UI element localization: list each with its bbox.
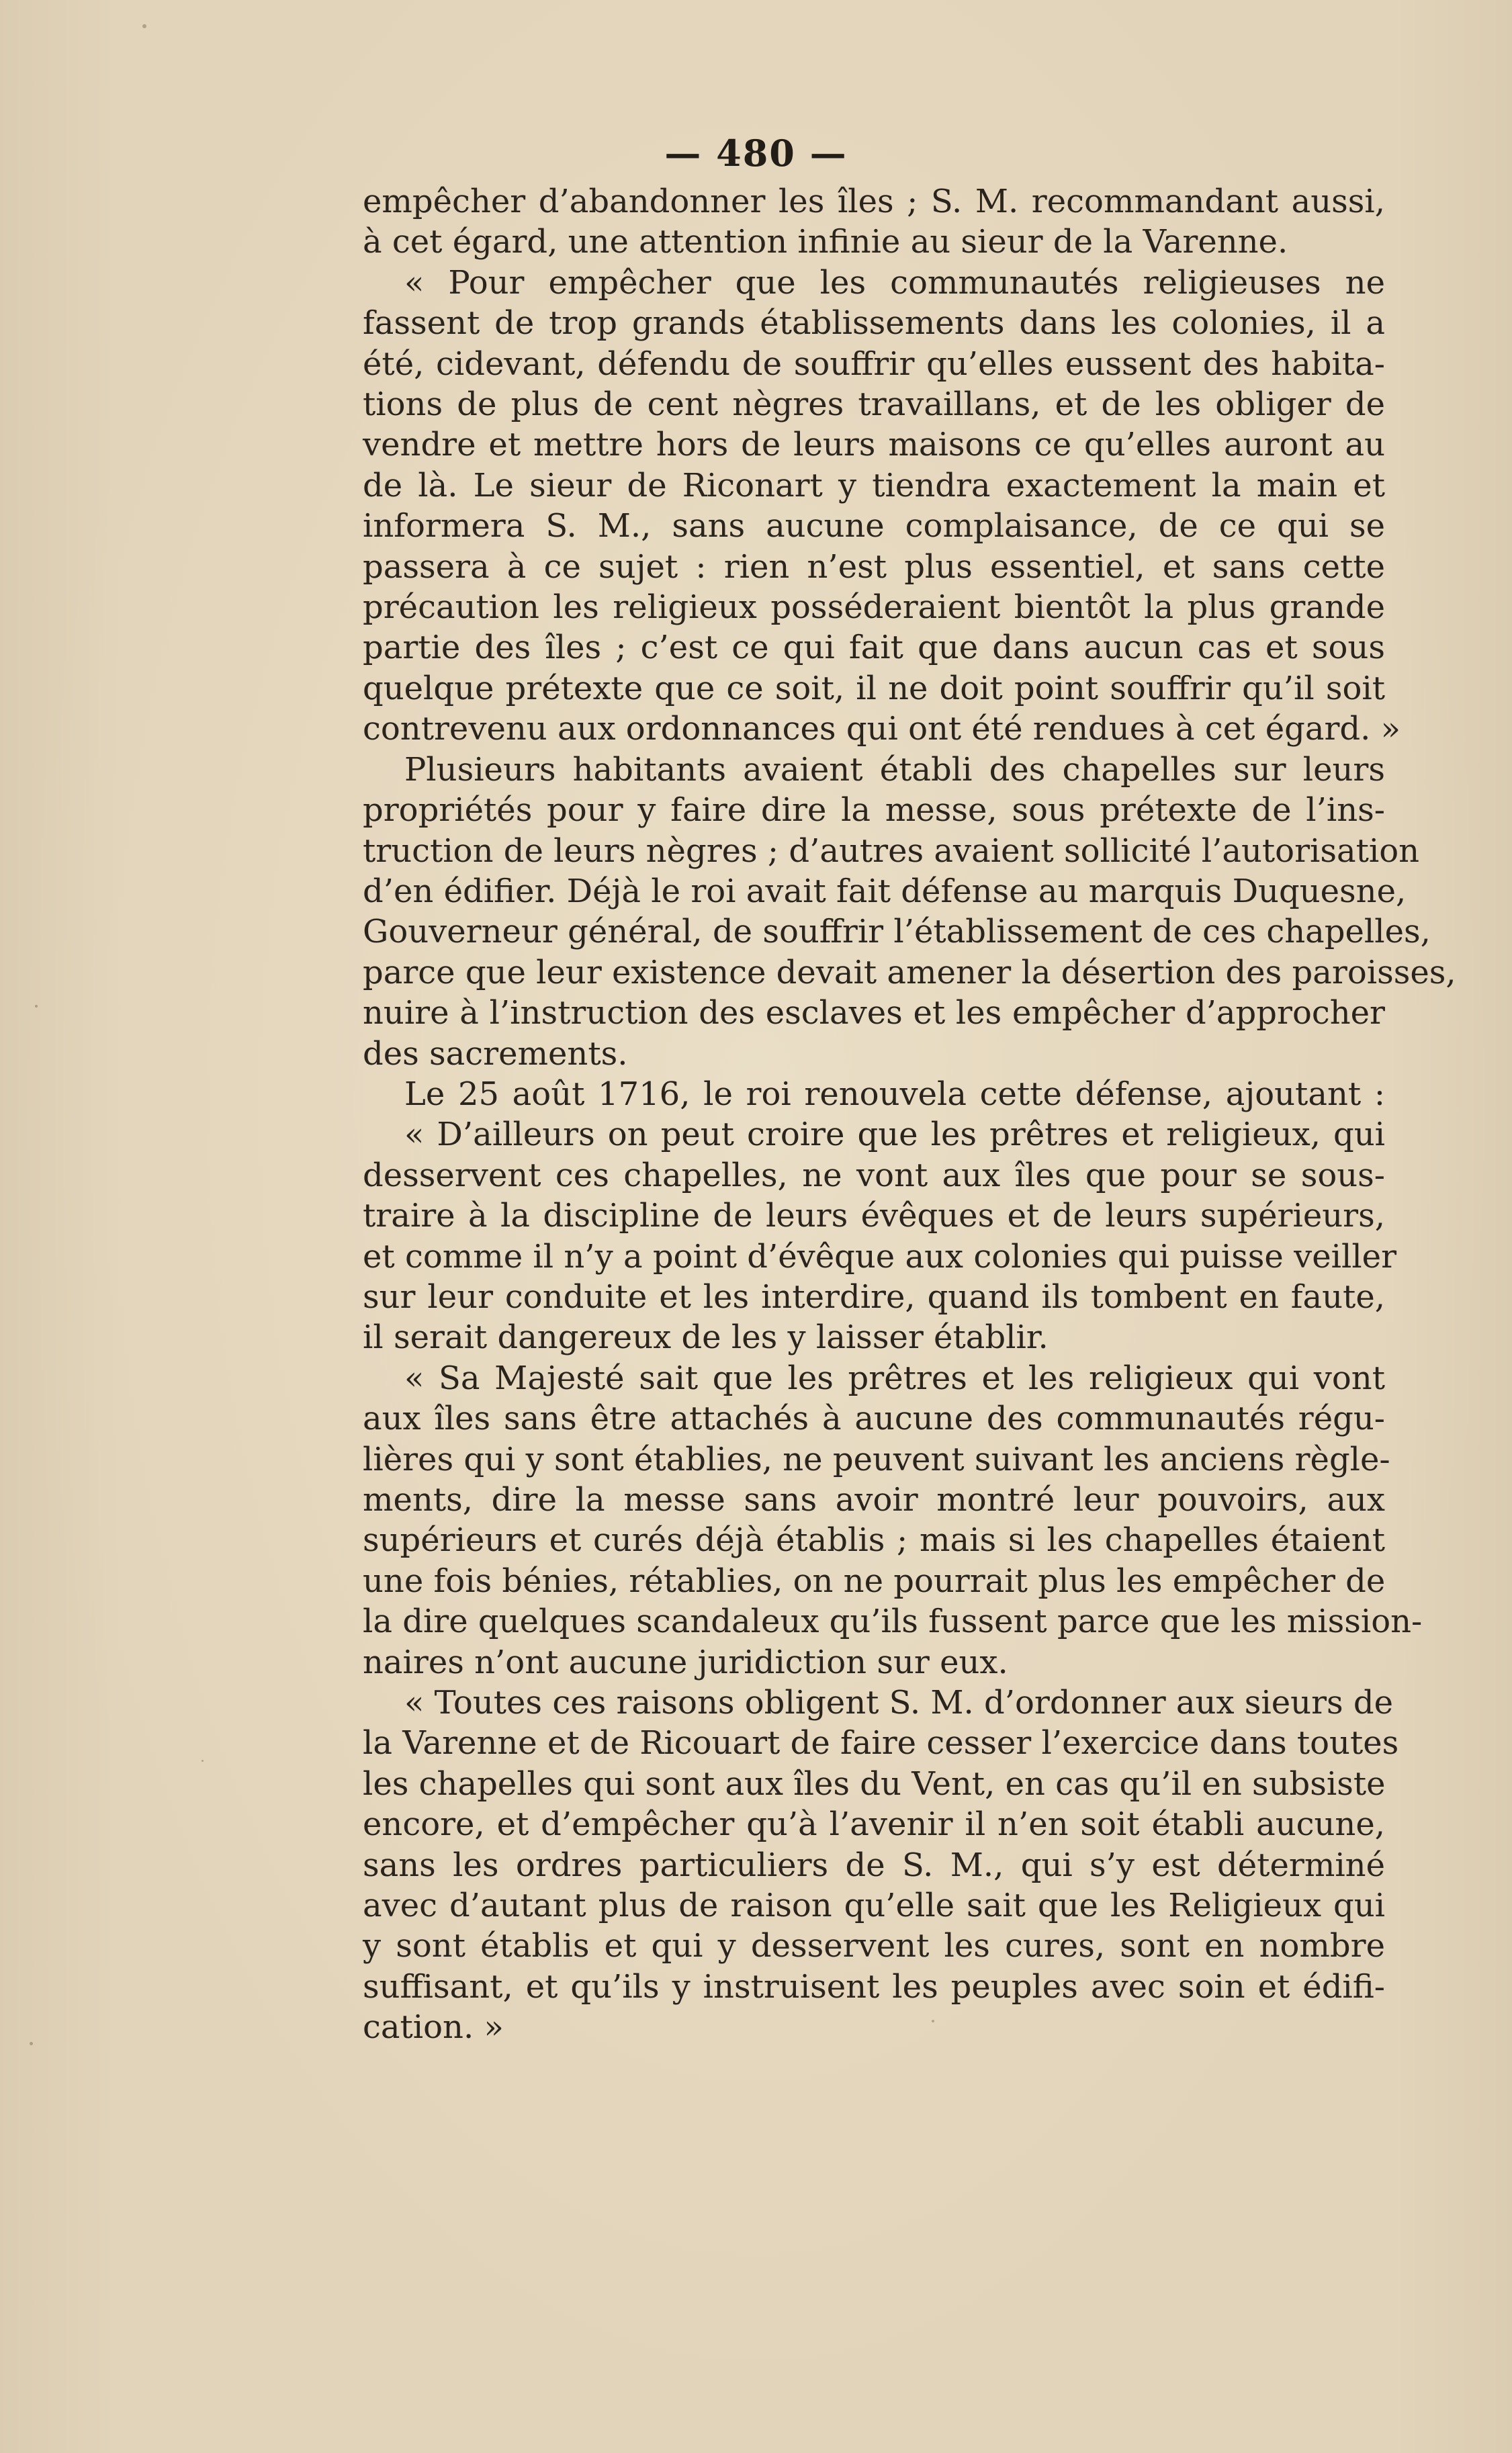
text-line: tions de plus de cent nègres travaillans, et de les obliger de <box>363 386 1385 424</box>
text-line: sans les ordres particuliers de S. M., qui s’y est déterminé <box>363 1846 1385 1884</box>
paper-speck <box>202 1760 204 1762</box>
text-line: de là. Le sieur de Riconart y tiendra exactement la main et <box>363 466 1385 504</box>
text-line: naires n’ont aucune juridiction sur eux. <box>363 1643 1008 1681</box>
text-line: passera à ce sujet : rien n’est plus essentiel, et sans cette <box>363 547 1385 586</box>
text-line: il serait dangereux de les y laisser établir. <box>363 1319 1049 1357</box>
text-line: précaution les religieux posséderaient bientôt la plus grande <box>363 588 1385 627</box>
text-line: « Sa Majesté sait que les prêtres et les religieux qui vont <box>404 1359 1385 1397</box>
text-line: et comme il n’y a point d’évêque aux colonies qui puisse veiller <box>363 1237 1397 1276</box>
text-line: vendre et mettre hors de leurs maisons ce qu’elles auront au <box>363 426 1385 464</box>
text-line: la Varenne et de Ricouart de faire cesser l’exercice dans toutes <box>363 1724 1399 1763</box>
text-line: supérieurs et curés déjà établis ; mais si les chapelles étaient <box>363 1521 1385 1560</box>
text-line: suffisant, et qu’ils y instruisent les peuples avec soin et édifi- <box>363 1967 1385 2006</box>
text-line: truction de leurs nègres ; d’autres avaient sollicité l’autorisation <box>363 832 1420 870</box>
text-line: empêcher d’abandonner les îles ; S. M. recommandant aussi, <box>363 183 1385 220</box>
text-line: traire à la discipline de leurs évêques et de leurs supérieurs, <box>363 1197 1385 1235</box>
text-line: ments, dire la messe sans avoir montré leur pouvoirs, aux <box>363 1481 1385 1519</box>
text-line: d’en édifier. Déjà le roi avait fait défense au marquis Duquesne, <box>363 872 1407 910</box>
text-line: les chapelles qui sont aux îles du Vent, en cas qu’il en subsiste <box>363 1765 1386 1803</box>
paper-speck <box>142 24 146 28</box>
text-line: quelque prétexte que ce soit, il ne doit point souffrir qu’il soit <box>363 669 1385 707</box>
text-line: cation. » <box>363 2008 504 2047</box>
text-line: lières qui y sont établies, ne peuvent suivant les anciens règle- <box>363 1440 1390 1478</box>
text-line: « Toutes ces raisons obligent S. M. d’ordonner aux sieurs de <box>404 1684 1394 1722</box>
text-line: des sacrements. <box>363 1034 628 1073</box>
text-line: « D’ailleurs on peut croire que les prêtres et religieux, qui <box>404 1116 1385 1154</box>
text-line: Plusieurs habitants avaient établi des chapelles sur leurs <box>404 750 1385 789</box>
text-line: sur leur conduite et les interdire, quand ils tombent en faute, <box>363 1278 1385 1316</box>
text-line: informera S. M., sans aucune complaisance, de ce qui se <box>363 507 1385 545</box>
text-line: desservent ces chapelles, ne vont aux îles que pour se sous- <box>363 1156 1385 1194</box>
paper-speck <box>932 2020 934 2022</box>
text-line: propriétés pour y faire dire la messe, sous prétexte de l’ins- <box>363 791 1385 830</box>
paper-speck <box>35 1005 38 1008</box>
text-line: la dire quelques scandaleux qu’ils fussent parce que les mission- <box>363 1603 1423 1641</box>
text-line: partie des îles ; c’est ce qui fait que dans aucun cas et sous <box>363 629 1385 667</box>
text-line: avec d’autant plus de raison qu’elle sait que les Religieux qui <box>363 1887 1385 1925</box>
text-line: « Pour empêcher que les communautés religieuses ne <box>404 263 1385 302</box>
text-line: fassent de trop grands établissements dans les colonies, il a <box>363 304 1385 343</box>
text-line: nuire à l’instruction des esclaves et les empêcher d’approcher <box>363 994 1385 1032</box>
text-line: aux îles sans être attachés à aucune des communautés régu- <box>363 1400 1385 1438</box>
text-line: contrevenu aux ordonnances qui ont été rendues à cet égard. » <box>363 710 1400 748</box>
text-line: à cet égard, une attention infinie au sieur de la Varenne. <box>363 223 1288 261</box>
text-line: été, cidevant, défendu de souffrir qu’elles eussent des habita- <box>363 345 1385 383</box>
text-line: Gouverneur général, de souffrir l’établissement de ces chapelles, <box>363 913 1431 951</box>
text-line: une fois bénies, rétablies, on ne pourrait plus les empêcher de <box>363 1562 1386 1600</box>
text-line: encore, et d’empêcher qu’à l’avenir il n’en soit établi aucune, <box>363 1805 1385 1844</box>
body-text <box>363 181 1456 2048</box>
text-line: y sont établis et qui y desservent les cures, sont en nombre <box>363 1927 1385 1965</box>
text-line: parce que leur existence devait amener la désertion des paroisses, <box>363 953 1456 991</box>
page-number: — 480 — <box>664 132 848 175</box>
text-line: Le 25 août 1716, le roi renouvela cette défense, ajoutant : <box>404 1075 1385 1113</box>
paper-speck <box>30 2042 33 2045</box>
